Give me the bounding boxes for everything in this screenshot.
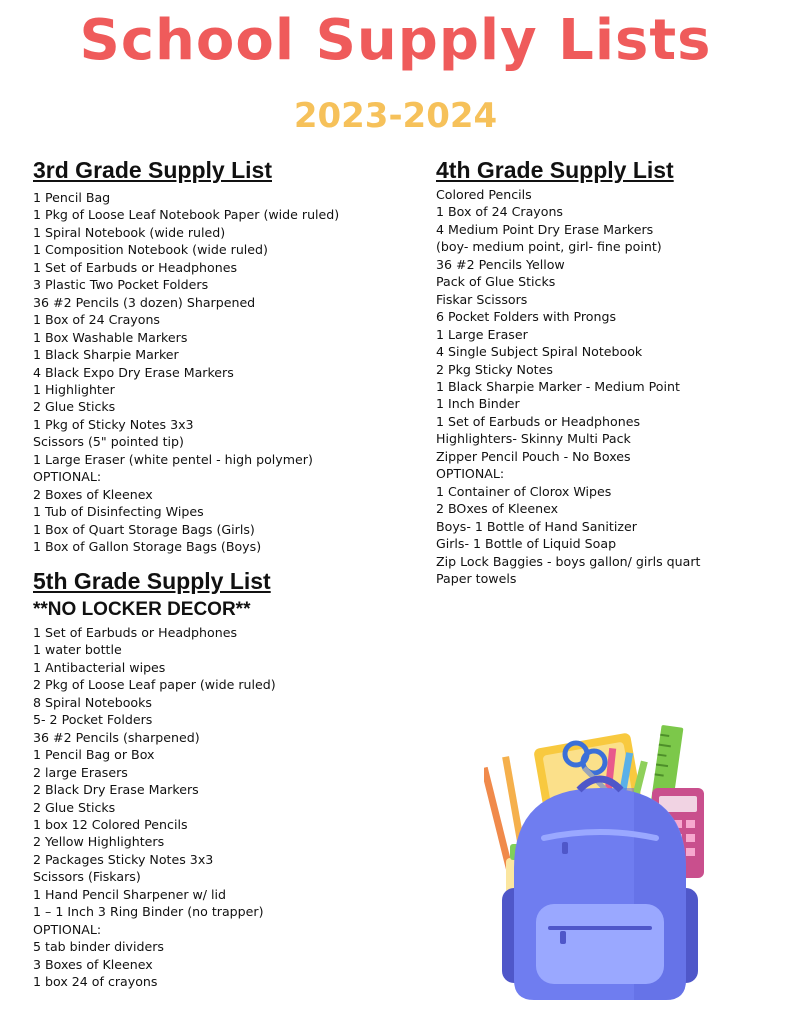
list-item: 1 Set of Earbuds or Headphones xyxy=(33,625,238,640)
list-item: 2 Glue Sticks xyxy=(33,399,116,415)
list-item: 36 #2 Pencils (3 dozen) Sharpened xyxy=(33,294,256,310)
list-item: 4 Medium Point Dry Erase Markers xyxy=(436,221,654,237)
grade5-list xyxy=(33,624,423,991)
list-item: 3 Plastic Two Pocket Folders xyxy=(33,277,209,293)
list-item: 2 large Erasers xyxy=(33,764,128,780)
list-item: 5 tab binder dividers xyxy=(33,939,164,955)
list-item: 1 Pkg of Sticky Notes 3x3 xyxy=(33,416,194,432)
list-item: 1 Antibacterial wipes xyxy=(33,659,166,675)
list-item: 1 Box of 24 Crayons xyxy=(436,204,563,220)
grade4-list xyxy=(436,186,776,587)
list-item: 1 Spiral Notebook (wide ruled) xyxy=(33,224,226,240)
list-item: 1 Pencil Bag xyxy=(33,190,111,205)
list-item: 1 water bottle xyxy=(33,642,122,658)
list-item: 1 Pkg of Loose Leaf Notebook Paper (wide ruled) xyxy=(33,207,340,223)
list-item: 1 – 1 Inch 3 Ring Binder (no trapper) xyxy=(33,904,264,920)
list-item: 2 Yellow Highlighters xyxy=(33,834,165,850)
list-item: Zip Lock Baggies - boys gallon/ girls quart xyxy=(436,553,701,569)
list-item: Zipper Pencil Pouch - No Boxes xyxy=(436,448,631,464)
list-item: 8 Spiral Notebooks xyxy=(33,694,152,710)
list-item: 1 box 24 of crayons xyxy=(33,974,158,990)
list-item: Boys- 1 Bottle of Hand Sanitizer xyxy=(436,518,637,534)
list-item: 2 BOxes of Kleenex xyxy=(436,501,559,517)
list-item: 2 Black Dry Erase Markers xyxy=(33,782,199,798)
list-item: 1 Set of Earbuds or Headphones xyxy=(436,413,641,429)
list-item: 1 Tub of Disinfecting Wipes xyxy=(33,504,204,520)
list-item: Girls- 1 Bottle of Liquid Soap xyxy=(436,536,617,552)
list-item: 1 Hand Pencil Sharpener w/ lid xyxy=(33,886,227,902)
list-item: 36 #2 Pencils Yellow xyxy=(436,256,565,272)
list-item: 2 Boxes of Kleenex xyxy=(33,486,153,502)
list-item: 1 Inch Binder xyxy=(436,396,520,412)
list-item: Fiskar Scissors xyxy=(436,291,528,307)
list-item: 1 box 12 Colored Pencils xyxy=(33,816,188,832)
list-item: 1 Black Sharpie Marker - Medium Point xyxy=(436,378,680,394)
list-item: 4 Black Expo Dry Erase Markers xyxy=(33,364,234,380)
list-item: 1 Box of Gallon Storage Bags (Boys) xyxy=(33,539,262,555)
list-item: Pack of Glue Sticks xyxy=(436,274,556,290)
list-item: Scissors (5" pointed tip) xyxy=(33,434,184,450)
list-item: 1 Black Sharpie Marker xyxy=(33,347,179,363)
grade5-section xyxy=(33,566,423,991)
list-item: 2 Glue Sticks xyxy=(33,799,116,815)
list-item: 5- 2 Pocket Folders xyxy=(33,712,153,728)
list-item: Highlighters- Skinny Multi Pack xyxy=(436,431,631,447)
grade4-heading: 4th Grade Supply List xyxy=(436,157,674,183)
list-item: 1 Large Eraser xyxy=(436,326,528,342)
backpack-with-supplies-icon xyxy=(484,718,714,1008)
grade3-list xyxy=(33,189,423,556)
list-item: 4 Single Subject Spiral Notebook xyxy=(436,344,643,360)
list-item: 1 Large Eraser (white pentel - high polymer) xyxy=(33,451,313,467)
grade3-heading: 3rd Grade Supply List xyxy=(33,157,272,183)
list-item: OPTIONAL: xyxy=(436,466,505,482)
list-item: 1 Set of Earbuds or Headphones xyxy=(33,259,238,275)
list-item: (boy- medium point, girl- fine point) xyxy=(436,239,662,255)
list-item: 2 Pkg Sticky Notes xyxy=(436,361,553,377)
page-title: School Supply Lists xyxy=(79,8,712,73)
list-item: 2 Pkg of Loose Leaf paper (wide ruled) xyxy=(33,677,276,693)
grade4-section xyxy=(436,155,776,587)
list-item: 1 Pencil Bag or Box xyxy=(33,747,155,763)
list-item: 1 Box of 24 Crayons xyxy=(33,312,160,328)
list-item: 1 Composition Notebook (wide ruled) xyxy=(33,242,268,258)
list-item: 1 Box of Quart Storage Bags (Girls) xyxy=(33,521,255,537)
list-item: Colored Pencils xyxy=(436,187,532,202)
list-item: Scissors (Fiskars) xyxy=(33,869,141,885)
grade3-section xyxy=(33,155,423,556)
list-item: 36 #2 Pencils (sharpened) xyxy=(33,729,200,745)
list-item: OPTIONAL: xyxy=(33,469,102,485)
list-item: Paper towels xyxy=(436,570,517,586)
list-item: OPTIONAL: xyxy=(33,921,102,937)
grade5-subheading: **NO LOCKER DECOR** xyxy=(33,599,251,620)
list-item: 1 Highlighter xyxy=(33,381,115,397)
list-item: 1 Box Washable Markers xyxy=(33,329,188,345)
list-item: 2 Packages Sticky Notes 3x3 xyxy=(33,851,214,867)
list-item: 3 Boxes of Kleenex xyxy=(33,956,153,972)
list-item: 6 Pocket Folders with Prongs xyxy=(436,309,617,325)
school-year: 2023-2024 xyxy=(293,96,498,136)
grade5-heading: 5th Grade Supply List xyxy=(33,568,271,594)
list-item: 1 Container of Clorox Wipes xyxy=(436,483,612,499)
